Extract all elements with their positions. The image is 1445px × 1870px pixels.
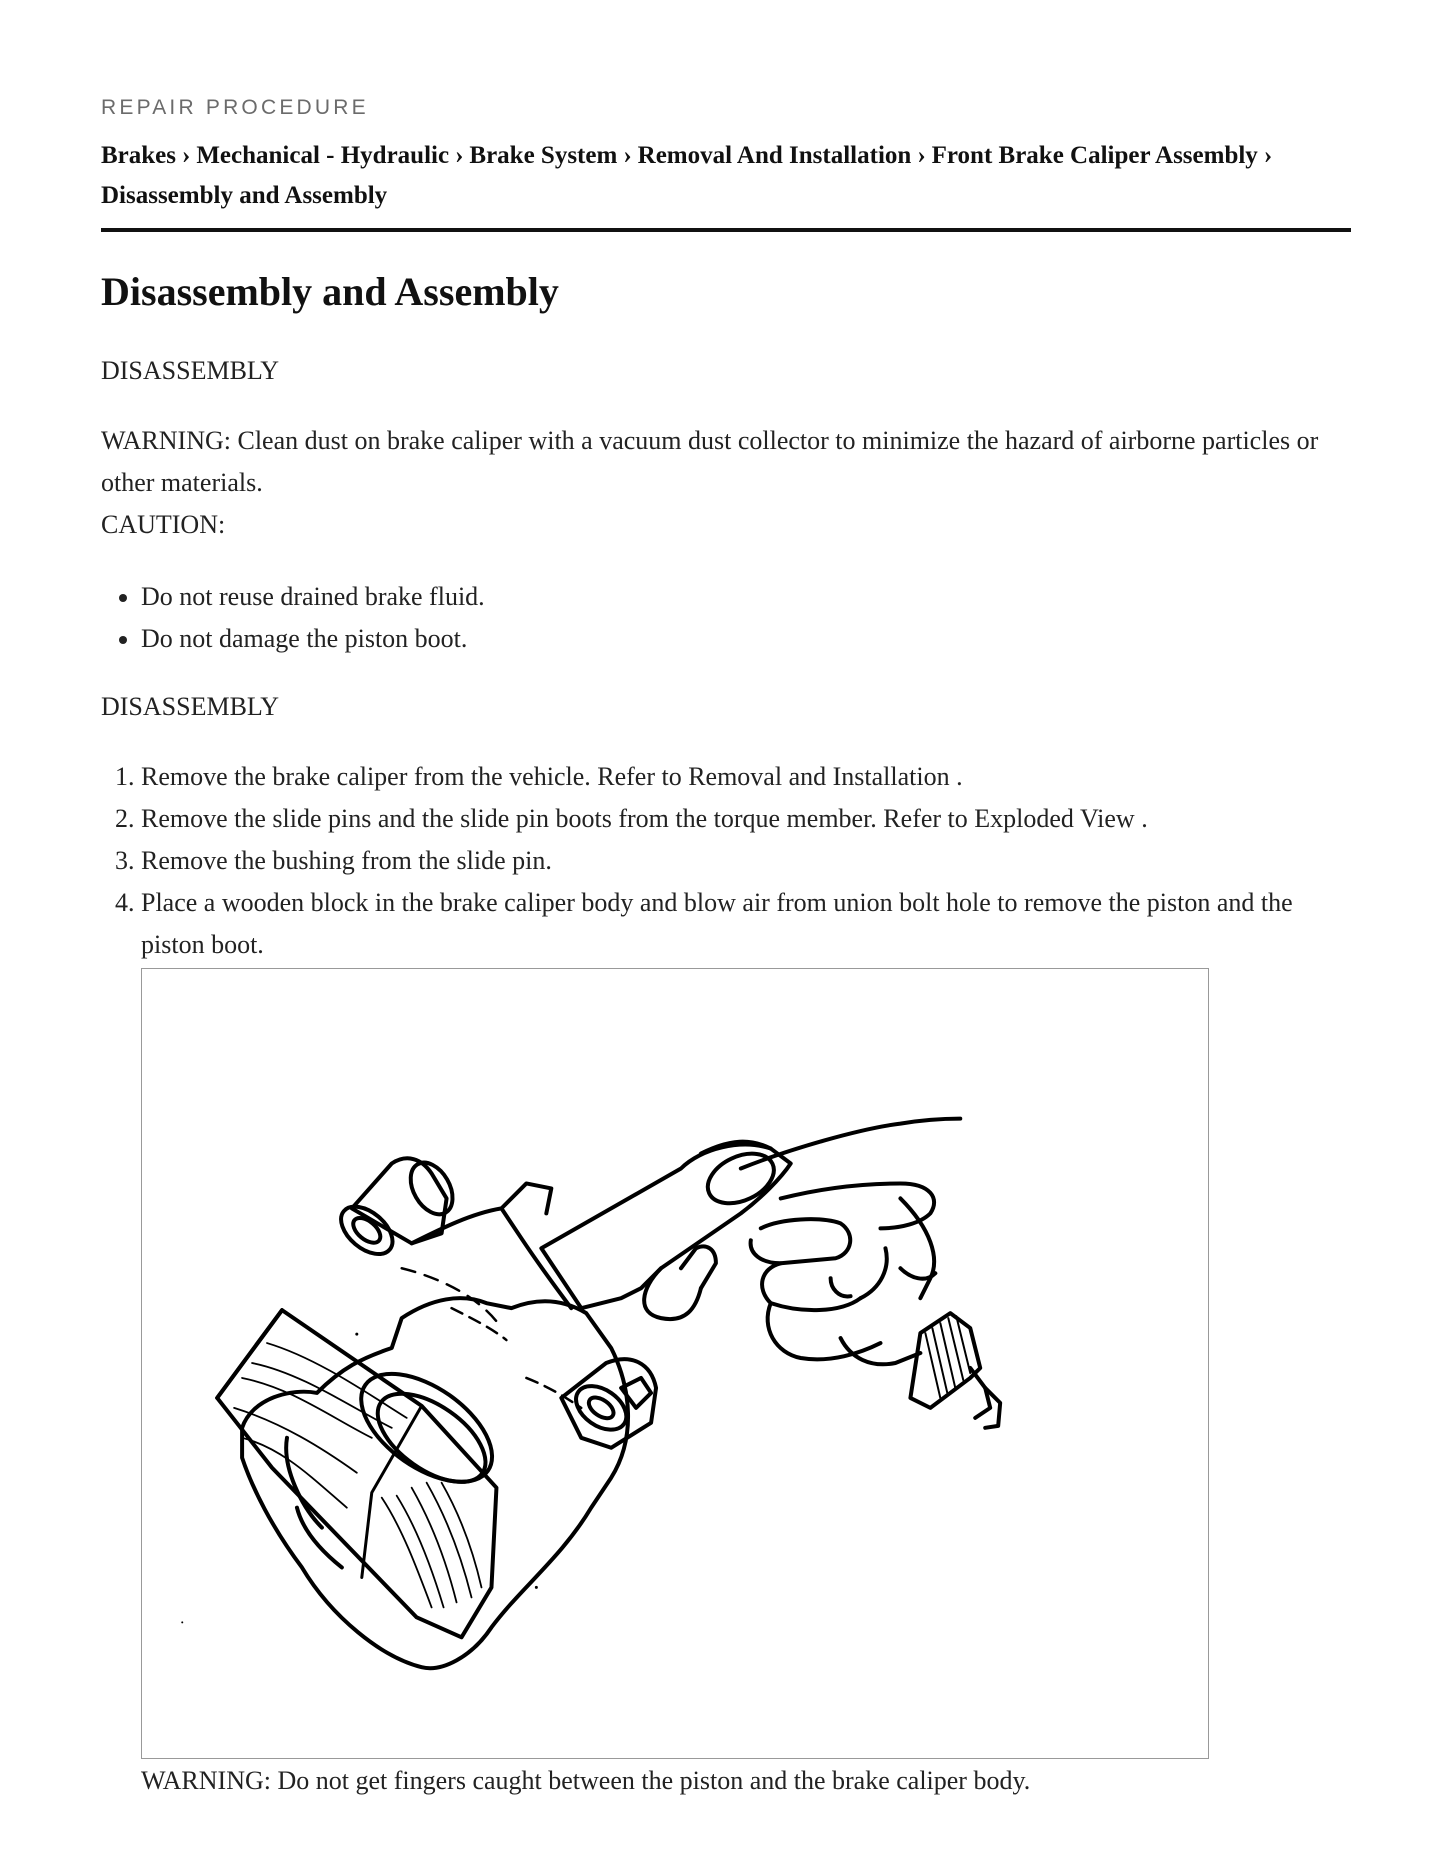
breadcrumb-item-front-brake-caliper[interactable]: Front Brake Caliper Assembly bbox=[931, 142, 1258, 169]
wood-grain bbox=[234, 1343, 481, 1607]
breadcrumb-separator: › bbox=[182, 142, 191, 169]
breadcrumb-separator: › bbox=[623, 142, 632, 169]
breadcrumb-item-brake-system[interactable]: Brake System bbox=[469, 142, 618, 169]
breadcrumb-separator: › bbox=[455, 142, 464, 169]
breadcrumb-item-mechanical-hydraulic[interactable]: Mechanical - Hydraulic bbox=[196, 142, 450, 169]
section-heading-disassembly-steps: DISASSEMBLY bbox=[101, 692, 279, 721]
air-hose bbox=[910, 1313, 980, 1408]
caliper-body bbox=[242, 1298, 628, 1668]
caliper-drawing bbox=[142, 969, 1208, 1758]
caliper-illustration bbox=[141, 968, 1209, 1759]
caution-list bbox=[101, 576, 485, 660]
figure-caption-warning: WARNING: Do not get fingers caught between the piston and the brake caliper body. bbox=[141, 1766, 1031, 1795]
breadcrumb-separator: › bbox=[1263, 142, 1273, 169]
page-title: Disassembly and Assembly bbox=[101, 269, 559, 314]
caution-label: CAUTION: bbox=[101, 510, 226, 539]
mounting-ear-upper bbox=[352, 1158, 447, 1243]
breadcrumb bbox=[101, 136, 1351, 216]
step-item: 1. Remove the brake caliper from the vehicle. Refer to Removal and Installation . bbox=[141, 756, 1351, 798]
breadcrumb-item-brakes[interactable]: Brakes bbox=[101, 142, 176, 169]
caution-item: • Do not damage the piston boot. bbox=[141, 618, 485, 660]
air-gun-body bbox=[541, 1145, 790, 1309]
step-item: 4. Place a wooden block in the brake caliper body and blow air from union bolt hole to remove the piston and the piston boot. bbox=[141, 882, 1351, 966]
step-item: 2. Remove the slide pins and the slide pin boots from the torque member. Refer to Exploded View . bbox=[141, 798, 1351, 840]
page-eyebrow: REPAIR PROCEDURE bbox=[101, 96, 369, 119]
breadcrumb-separator: › bbox=[917, 142, 926, 169]
step-item: 3. Remove the bushing from the slide pin. bbox=[141, 840, 1351, 882]
breadcrumb-item-current: Disassembly and Assembly bbox=[101, 182, 388, 209]
warning-text: WARNING: Clean dust on brake caliper with a vacuum dust collector to minimize the hazard of airborne particles or other materials. bbox=[101, 426, 1319, 497]
breadcrumb-item-removal-installation[interactable]: Removal And Installation bbox=[637, 142, 912, 169]
wooden-block bbox=[217, 1310, 496, 1637]
hand bbox=[741, 1119, 960, 1169]
header-divider bbox=[101, 228, 1351, 232]
caution-item: • Do not reuse drained brake fluid. bbox=[141, 576, 485, 618]
section-heading-disassembly: DISASSEMBLY bbox=[101, 356, 279, 385]
steps-list bbox=[101, 756, 1351, 966]
